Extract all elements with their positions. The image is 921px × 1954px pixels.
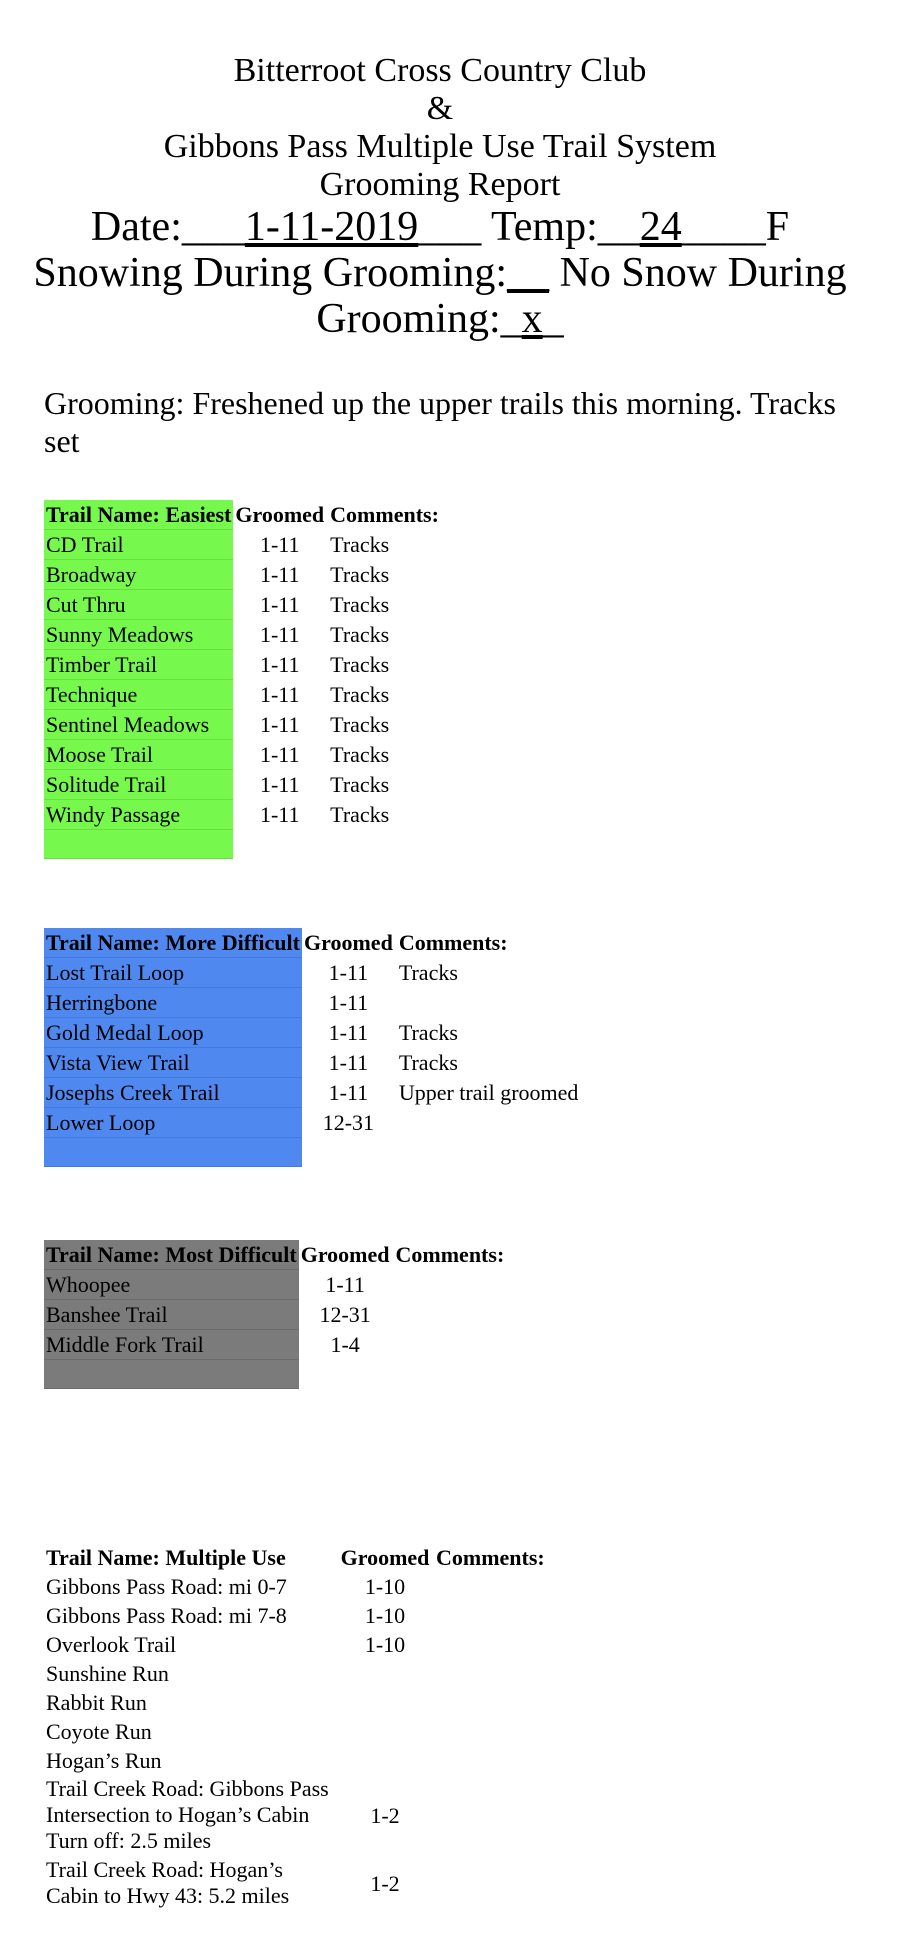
temp-value: 24 xyxy=(639,204,682,250)
comment xyxy=(432,1746,547,1775)
trail-name: Herringbone xyxy=(44,988,302,1018)
groomed-date: 1-11 xyxy=(328,960,369,985)
trail-name: Sunshine Run xyxy=(46,1660,169,1686)
table-row xyxy=(44,740,441,770)
table-row xyxy=(44,1330,506,1360)
multiple-use-trails-table xyxy=(44,1543,547,1911)
table-row xyxy=(44,1717,547,1746)
groomed-date: 1-11 xyxy=(259,712,300,737)
trail-name: Gibbons Pass Road: mi 7-8 xyxy=(46,1602,287,1628)
trail-name: Josephs Creek Trail xyxy=(44,1078,302,1108)
comment: Tracks xyxy=(330,682,390,707)
table-row xyxy=(44,1659,547,1688)
table-row xyxy=(44,1601,547,1630)
trail-name: Rabbit Run xyxy=(46,1689,147,1715)
groomed-date: 1-11 xyxy=(259,682,300,707)
comment: Tracks xyxy=(330,592,390,617)
table-row xyxy=(44,1775,547,1855)
comment: Tracks xyxy=(330,742,390,767)
groomed-date: 1-11 xyxy=(259,742,300,767)
groomed-date: 1-11 xyxy=(328,1050,369,1075)
table-row xyxy=(44,1018,580,1048)
table-header-row xyxy=(44,928,580,958)
no-snow-label: No Snow During Grooming: xyxy=(316,250,847,342)
groomed-date: 1-2 xyxy=(370,1870,400,1896)
comment: Tracks xyxy=(330,652,390,677)
table-blank-row xyxy=(44,1138,580,1167)
blank-cell xyxy=(392,1360,507,1389)
table-row xyxy=(44,1270,506,1300)
groomed-date: 1-11 xyxy=(259,652,300,677)
comment: Tracks xyxy=(330,802,390,827)
trail-name: Moose Trail xyxy=(44,740,233,770)
easiest-trails-table xyxy=(44,500,441,859)
table-row xyxy=(44,958,580,988)
groomed-date: 1-11 xyxy=(328,1020,369,1045)
groomed-date xyxy=(338,1746,432,1775)
temp-blank-post: ____F xyxy=(681,204,790,250)
trail-name: Vista View Trail xyxy=(44,1048,302,1078)
date-value: 1-11-2019 xyxy=(244,204,419,250)
table-row xyxy=(44,710,441,740)
trail-name: Coyote Run xyxy=(46,1718,152,1744)
blank-cell xyxy=(395,1138,581,1167)
table-row xyxy=(44,680,441,710)
comment xyxy=(392,1330,507,1360)
blank-cell xyxy=(302,1138,395,1167)
table-row xyxy=(44,1688,547,1717)
table-row xyxy=(44,770,441,800)
groomed-date: 1-11 xyxy=(259,622,300,647)
blank-cell xyxy=(233,830,326,859)
trail-name: Broadway xyxy=(44,560,233,590)
table-row xyxy=(44,1108,580,1138)
groomed-date: 1-10 xyxy=(364,1603,406,1628)
trail-name: Technique xyxy=(44,680,233,710)
grooming-note: Grooming: Freshened up the upper trails this morning. Tracks set xyxy=(44,385,836,459)
header-trail-name: Trail Name: Most Difficult xyxy=(44,1240,299,1270)
comment xyxy=(392,1270,507,1300)
most-difficult-trails-table xyxy=(44,1240,506,1389)
trail-name: CD Trail xyxy=(44,530,233,560)
table-row xyxy=(44,1630,547,1659)
table-row xyxy=(44,650,441,680)
trail-system-name: Gibbons Pass Multiple Use Trail System xyxy=(163,128,717,165)
groomed-date: 12-31 xyxy=(319,1302,371,1327)
trail-name: Solitude Trail xyxy=(44,770,233,800)
trail-name: Trail Creek Road: Hogan’s Cabin to Hwy 43: 5.2 miles xyxy=(46,1857,290,1908)
comment xyxy=(432,1688,547,1717)
table-row xyxy=(44,1078,580,1108)
comment: Tracks xyxy=(330,562,390,587)
groomed-date xyxy=(338,1717,432,1746)
groomed-date xyxy=(338,1659,432,1688)
comment: Tracks xyxy=(330,772,390,797)
table-blank-row xyxy=(44,830,441,859)
groomed-date: 1-4 xyxy=(330,1332,360,1357)
table-row xyxy=(44,1746,547,1775)
header-trail-name: Trail Name: Multiple Use xyxy=(46,1544,286,1570)
more-difficult-trails-table xyxy=(44,928,580,1167)
date-blank-post: ___ xyxy=(418,204,482,250)
comment xyxy=(432,1659,547,1688)
header-comments: Comments: xyxy=(398,930,508,956)
report-title: Grooming Report xyxy=(319,166,561,203)
header-trail-name: Trail Name: More Difficult xyxy=(44,928,302,958)
trail-name: Sunny Meadows xyxy=(44,620,233,650)
trail-name: Overlook Trail xyxy=(46,1631,177,1657)
table-header-row xyxy=(44,1240,506,1270)
trail-name: Windy Passage xyxy=(44,800,233,830)
comment: Tracks xyxy=(330,532,390,557)
trail-name: Gibbons Pass Road: mi 0-7 xyxy=(46,1573,287,1599)
trail-name: Trail Creek Road: Gibbons Pass Intersection to Hogan’s Cabin Turn off: 2.5 miles xyxy=(46,1776,329,1853)
groomed-date: 1-11 xyxy=(259,802,300,827)
no-snow-post: _ xyxy=(542,296,564,342)
header-trail-name: Trail Name: Easiest xyxy=(44,500,233,530)
groomed-date: 1-11 xyxy=(259,562,300,587)
trail-name: Banshee Trail xyxy=(44,1300,299,1330)
header-groomed: Groomed xyxy=(304,930,393,956)
comment: Tracks xyxy=(398,1020,458,1045)
groomed-date: 1-11 xyxy=(325,1272,365,1297)
comment xyxy=(432,1775,547,1855)
comment xyxy=(432,1572,547,1601)
snow-conditions xyxy=(0,250,880,342)
header-groomed: Groomed xyxy=(300,1242,390,1268)
trail-name: Gold Medal Loop xyxy=(44,1018,302,1048)
trail-name: Lost Trail Loop xyxy=(44,958,302,988)
snowing-value: __ xyxy=(507,250,550,296)
comment: Tracks xyxy=(330,712,390,737)
header-comments: Comments: xyxy=(330,502,439,528)
groomed-date: 1-11 xyxy=(328,1080,369,1105)
no-snow-value: x xyxy=(521,296,543,342)
comment xyxy=(395,1108,581,1138)
comment: Tracks xyxy=(330,622,390,647)
comment xyxy=(432,1601,547,1630)
groomed-date: 1-11 xyxy=(259,592,300,617)
table-row xyxy=(44,560,441,590)
no-snow-pre: _ xyxy=(500,296,522,342)
trail-name: Cut Thru xyxy=(44,590,233,620)
table-row xyxy=(44,620,441,650)
comment: Upper trail groomed xyxy=(398,1080,579,1105)
date-temp-line xyxy=(0,204,880,250)
table-row xyxy=(44,1572,547,1601)
groomed-date xyxy=(338,1688,432,1717)
header-comments: Comments: xyxy=(395,1242,505,1268)
trail-name: Whoopee xyxy=(44,1270,299,1300)
table-row xyxy=(44,1300,506,1330)
table-row xyxy=(44,800,441,830)
trail-name: Lower Loop xyxy=(44,1108,302,1138)
table-row xyxy=(44,1048,580,1078)
groomed-date: 1-2 xyxy=(370,1802,400,1828)
comment xyxy=(432,1630,547,1659)
blank-cell xyxy=(44,830,233,859)
comment xyxy=(432,1855,547,1911)
date-label: Date: xyxy=(90,204,182,250)
table-header-row xyxy=(44,1543,547,1572)
comment: Tracks xyxy=(398,960,458,985)
report-header xyxy=(0,52,880,342)
ampersand: & xyxy=(426,90,454,127)
trail-name: Timber Trail xyxy=(44,650,233,680)
table-row xyxy=(44,988,580,1018)
table-blank-row xyxy=(44,1360,506,1389)
groomed-date: 1-11 xyxy=(259,772,300,797)
comment xyxy=(432,1717,547,1746)
trail-name: Middle Fork Trail xyxy=(44,1330,299,1360)
comment: Tracks xyxy=(398,1050,458,1075)
header-comments: Comments: xyxy=(436,1545,545,1570)
blank-cell xyxy=(326,830,441,859)
club-name: Bitterroot Cross Country Club xyxy=(233,52,647,89)
groomed-date: 1-10 xyxy=(364,1574,406,1599)
blank-cell xyxy=(44,1138,302,1167)
groomed-date: 1-10 xyxy=(364,1632,406,1657)
trail-name: Sentinel Meadows xyxy=(44,710,233,740)
groomed-date: 12-31 xyxy=(322,1110,375,1135)
table-row xyxy=(44,530,441,560)
date-blank-pre: ___ xyxy=(181,204,245,250)
groomed-date: 1-11 xyxy=(328,990,369,1015)
comment xyxy=(395,988,581,1018)
comment xyxy=(392,1300,507,1330)
snowing-label: Snowing During Grooming: xyxy=(33,250,508,296)
groomed-date: 1-11 xyxy=(259,532,300,557)
table-row xyxy=(44,590,441,620)
header-groomed: Groomed xyxy=(340,1545,430,1570)
temp-label: Temp: xyxy=(491,204,598,250)
blank-cell xyxy=(299,1360,392,1389)
blank-cell xyxy=(44,1360,299,1389)
temp-blank-pre: __ xyxy=(597,204,640,250)
trail-name: Hogan’s Run xyxy=(46,1747,162,1773)
header-groomed: Groomed xyxy=(235,502,325,528)
table-row xyxy=(44,1855,547,1911)
table-header-row xyxy=(44,500,441,530)
